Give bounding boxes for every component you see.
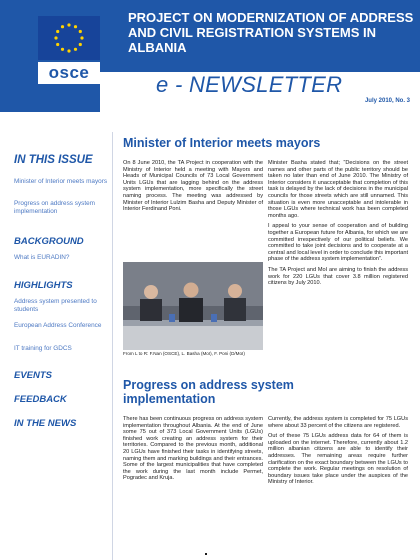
sidebar-link-minister-meets-mayors[interactable]: Minister of Interior meets mayors	[14, 178, 108, 185]
article1-appeal-paragraph: I appeal to your sense of cooperation and of building together a European future for Albania, for which we are committed irrespectively of our political beliefs. We committed to take joint decisions and to cooperate at a central and local level in order to conclude this important phase of the address system implementation”.	[268, 223, 408, 263]
events-heading[interactable]: EVENTS	[14, 370, 53, 381]
article1-column-left	[123, 160, 263, 217]
article1-target-paragraph: The TA Project and MoI are aiming to finish the address work for 220 LGUs that cover 3.8 million registered citizens by July 2010.	[268, 266, 408, 287]
article1-quote-paragraph: Minister Basha stated that; “Decisions on the street names and other parts of the public territory should be taken no later than end of June 2010. The Ministry of Interior considers it unacceptable that completion of this task is delayed by the lack of decisions in the municipal councils for those streets which are still unnamed. This situation is even more unacceptable and intolerable in those LGUs where technical work has been completed months ago.	[268, 160, 408, 219]
sidebar-link-european-conference[interactable]: European Address Conference	[14, 322, 102, 329]
eu-flag-icon	[38, 16, 100, 60]
osce-logo-text: osce	[48, 63, 90, 82]
article1-paragraph: On 8 June 2010, the TA Project in cooperation with the Ministry of Interior held a meeting with Mayors and Heads of Municipal Councils of 73 Local Government Units LGUs that are lagging behind on the address system implementation, more specifically the street naming process. The meeting was addressed by Minister of Interior Lulzim Basha and Deputy Minister of Interior Ferdinand Poni.	[123, 160, 263, 213]
sidebar-link-address-students[interactable]: Address system presented to students	[14, 298, 97, 313]
meeting-photo	[123, 262, 263, 350]
sidebar-link-address-progress[interactable]: Progress on address system implementation	[14, 200, 95, 215]
project-title: PROJECT ON MODERNIZATION OF ADDRESS AND CIVIL REGISTRATION SYSTEMS IN ALBANIA	[128, 10, 414, 55]
issue-date: July 2010, No. 3	[364, 98, 410, 104]
article2-column-left	[123, 416, 263, 486]
sidebar-link-what-is-euradin[interactable]: What is EURADIN?	[14, 254, 70, 261]
osce-logo	[38, 62, 100, 84]
article2-paragraph: There has been continuous progress on address system implementation throughout Albania. At the end of June some 75 out of 373 Local Government Units (LGUs) finished work creating an address system for their territories. Compared to the previous month, additional 20 LGUs have finished their tasks in identifying streets, naming them and marking buildings and their entrances. Some of the largest municipalities that have completed the work during the last month include Permet, Pogradec and Kruja.	[123, 416, 263, 482]
article1-column-right	[268, 160, 408, 291]
article-title-address-progress: Progress on address system implementation	[123, 378, 294, 406]
sidebar-divider	[112, 132, 113, 560]
photo-caption: From L to R: F.Nan (OSCE), L. Basha (MoI), F. Poni (D/MoI)	[123, 351, 245, 356]
article2-upload-paragraph: Out of these 75 LGUs address data for 64 of them is uploaded on the internet. Therefore, currently about 1.2 million albanian citizens are able to identify their addresses. The remaining areas require further clarification on the exact boundary between the LGUs to complete the work. Regular meetings on resolution of boundary issues take place under the auspices of the Ministry of Interior.	[268, 433, 408, 486]
background-heading[interactable]: BACKGROUND	[14, 236, 84, 247]
sidebar-link-it-training[interactable]: IT training for GDCS	[14, 345, 72, 352]
article2-status-paragraph: Currently, the address system is completed for 75 LGUs where about 33 percent of the citizens are registered.	[268, 416, 408, 429]
page-marker	[205, 553, 207, 555]
feedback-heading[interactable]: FEEDBACK	[14, 394, 67, 405]
article-title-minister-meets-mayors: Minister of Interior meets mayors	[123, 136, 321, 150]
newsletter-title: e - NEWSLETTER	[156, 72, 343, 97]
in-this-issue-heading: IN THIS ISSUE	[14, 154, 93, 166]
in-the-news-heading[interactable]: IN THE NEWS	[14, 418, 77, 429]
article2-column-right	[268, 416, 408, 490]
highlights-heading[interactable]: HIGHLIGHTS	[14, 280, 73, 291]
